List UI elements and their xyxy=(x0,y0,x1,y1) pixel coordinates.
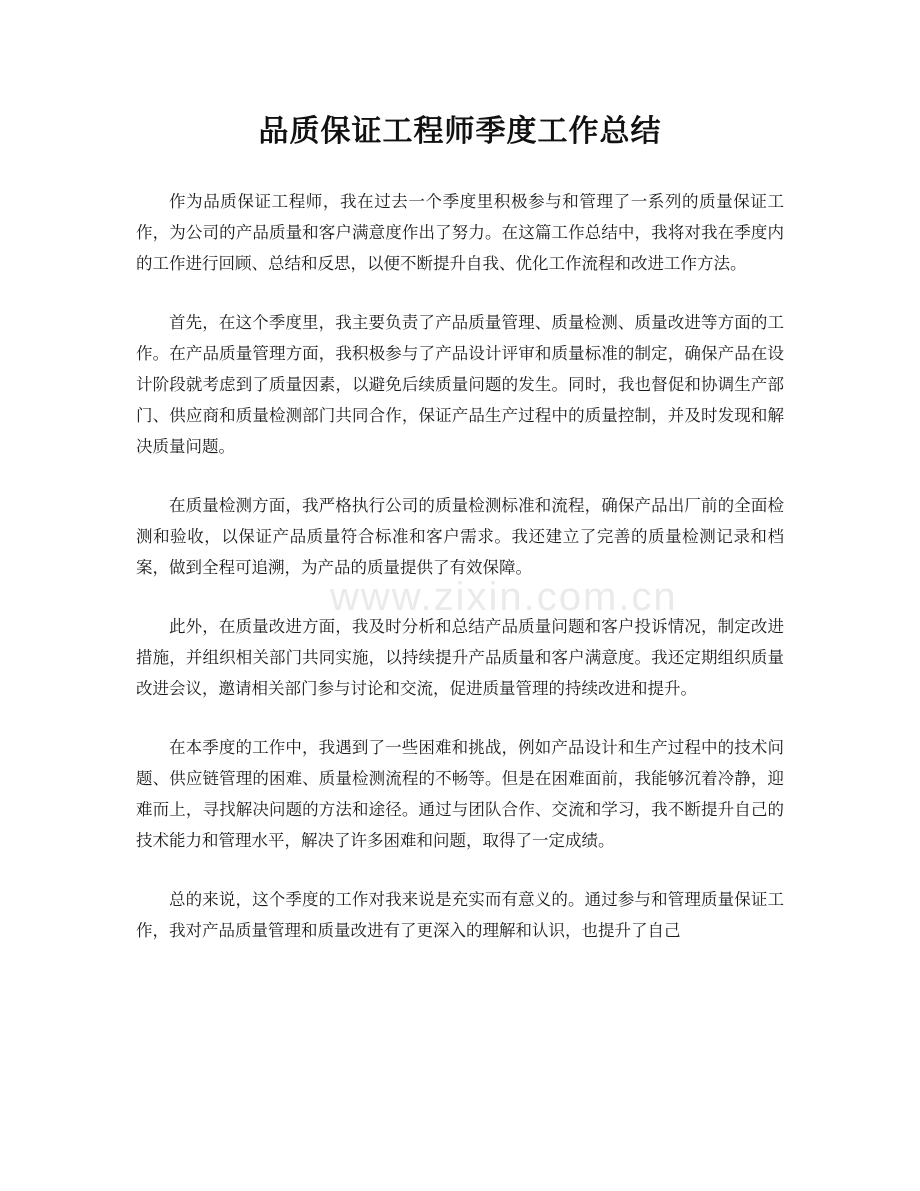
paragraph-1: 作为品质保证工程师，我在过去一个季度里积极参与和管理了一系列的质量保证工作，为公司的产品质量和客户满意度作出了努力。在这篇工作总结中，我将对我在季度内的工作进行回顾、总结和反思，以便不断提升自我、优化工作流程和改进工作方法。 xyxy=(136,192,784,273)
page-title: 品质保证工程师季度工作总结 xyxy=(258,114,662,149)
paragraph-5: 在本季度的工作中，我遇到了一些困难和挑战，例如产品设计和生产过程中的技术问题、供应链管理的困难、质量检测流程的不畅等。但是在困难面前，我能够沉着冷静，迎难而上，寻找解决问题的方法和途径。通过与团队合作、交流和学习，我不断提升自己的技术能力和管理水平，解决了许多困难和问题，取得了一定成绩。 xyxy=(136,738,784,850)
watermark: www.zixin.com.cn xyxy=(330,575,678,619)
document-body xyxy=(136,186,784,946)
paragraph-4: 此外，在质量改进方面，我及时分析和总结产品质量问题和客户投诉情况，制定改进措施，并组织相关部门共同实施，以持续提升产品质量和客户满意度。我还定期组织质量改进会议，邀请相关部门参与讨论和交流，促进质量管理的持续改进和提升。 xyxy=(136,617,784,698)
paragraph-3: 在质量检测方面，我严格执行公司的质量检测标准和流程，确保产品出厂前的全面检测和验收，以保证产品质量符合标准和客户需求。我还建立了完善的质量检测记录和档案，做到全程可追溯，为产品的质量提供了有效保障。 xyxy=(136,496,784,577)
paragraph-6: 总的来说，这个季度的工作对我来说是充实而有意义的。通过参与和管理质量保证工作，我对产品质量管理和质量改进有了更深入的理解和认识，也提升了自己 xyxy=(136,890,784,940)
paragraph-2: 首先，在这个季度里，我主要负责了产品质量管理、质量检测、质量改进等方面的工作。在产品质量管理方面，我积极参与了产品设计评审和质量标准的制定，确保产品在设计阶段就考虑到了质量因素，以避免后续质量问题的发生。同时，我也督促和协调生产部门、供应商和质量检测部门共同合作，保证产品生产过程中的质量控制，并及时发现和解决质量问题。 xyxy=(136,313,784,456)
